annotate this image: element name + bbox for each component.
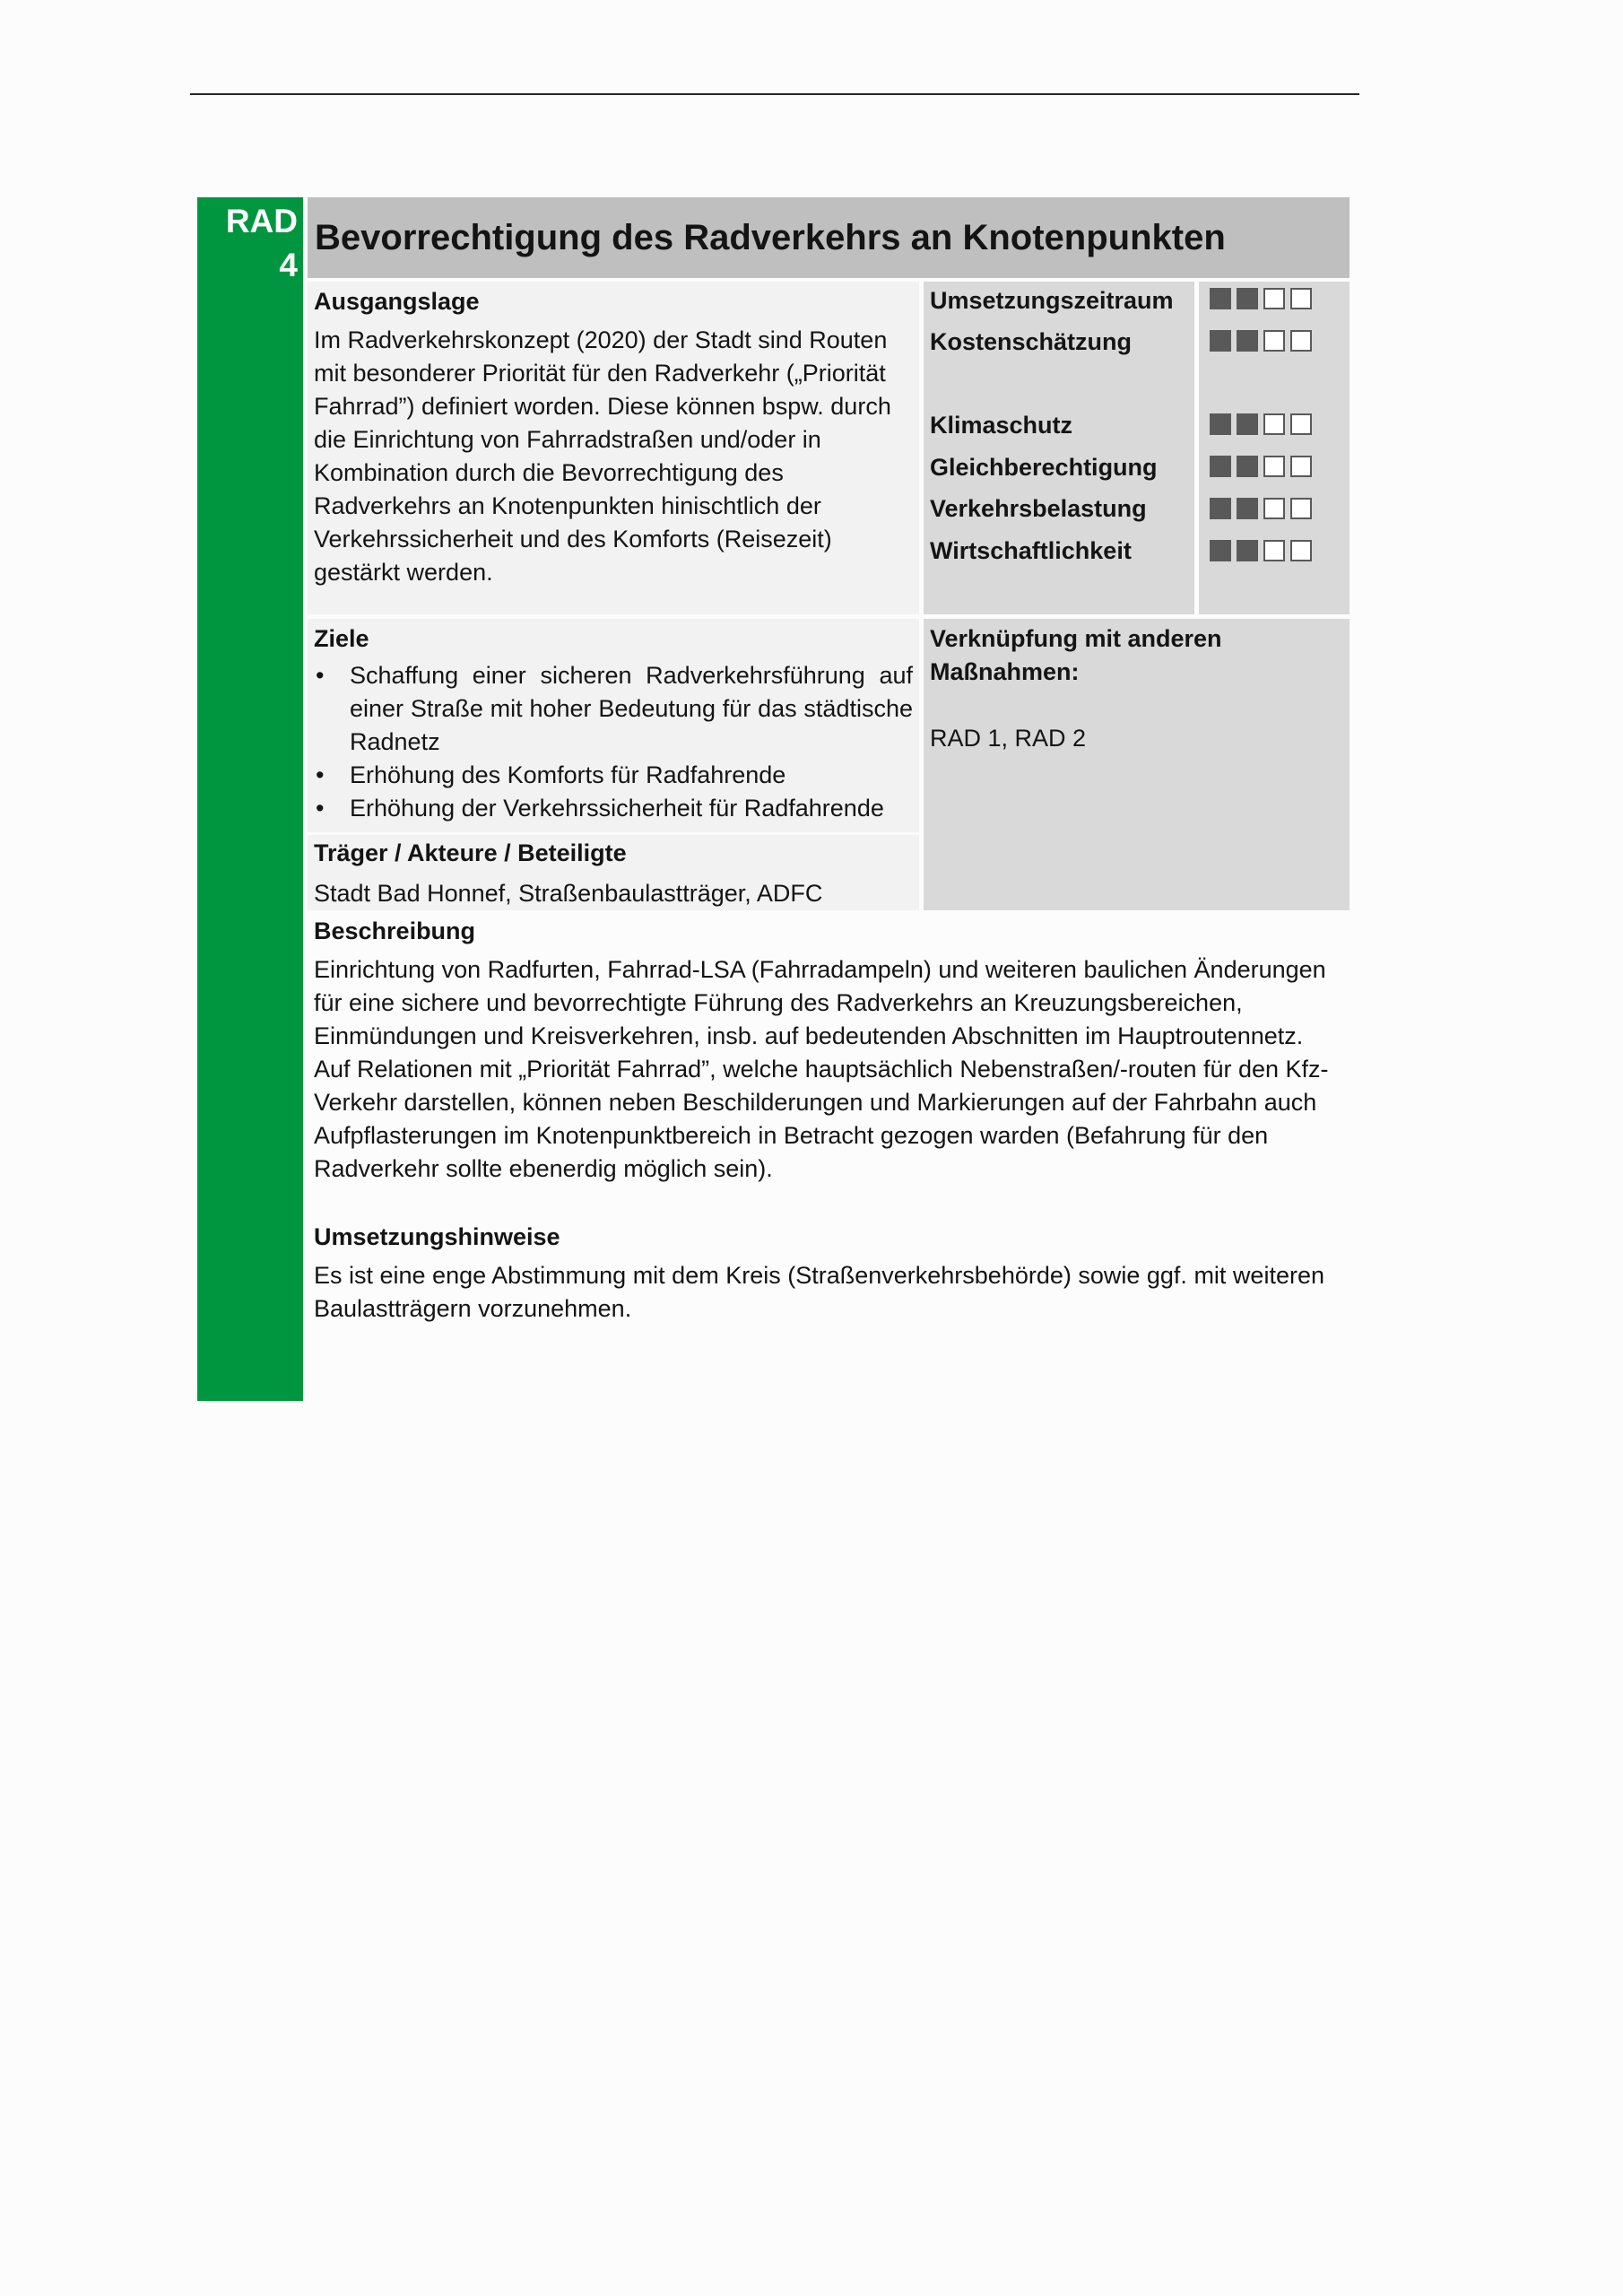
title-bar [308, 197, 1350, 278]
ziele-heading: Ziele [314, 625, 369, 652]
measure-code-number: 4 [279, 247, 298, 283]
filled-square-icon [1237, 413, 1258, 435]
verknuepfung-heading: Verknüpfung mit anderen Maßnahmen: [930, 625, 1222, 685]
header-rule [190, 93, 1359, 95]
empty-square-icon [1290, 540, 1312, 561]
umsetzung-text: Es ist eine enge Abstimmung mit dem Kreis (Straßenverkehrsbehörde) sowie ggf. mit weiteren Baulastträgern vorzunehmen. [314, 1262, 1324, 1322]
empty-square-icon [1263, 456, 1285, 477]
traeger-section [308, 835, 919, 910]
filled-square-icon [1237, 456, 1258, 477]
filled-square-icon [1237, 288, 1258, 309]
filled-square-icon [1237, 330, 1258, 352]
rating-label: Wirtschaftlichkeit [930, 537, 1132, 564]
ausgangslage-section [308, 282, 919, 614]
empty-square-icon [1290, 330, 1312, 352]
measure-side-bar [197, 197, 303, 1401]
ratings-scale [1199, 282, 1350, 614]
traeger-text: Stadt Bad Honnef, Straßenbaulastträger, ADFC [314, 880, 823, 907]
ausgangslage-text: Im Radverkehrskonzept (2020) der Stadt sind Routen mit besonderer Priorität für den Radverkehr („Priorität Fahrrad”) definiert worden. Diese können bspw. durch die Einrichtung von Fahrradstraßen und/oder in Kombination durch die Bevorrechtigung des Radverkehrs an Knotenpunkten hinischtlich der Verkehrssicherheit und des Komforts (Reisezeit) gestärkt werden. [314, 326, 891, 586]
rating-squares [1210, 540, 1312, 561]
empty-square-icon [1290, 498, 1312, 519]
list-item: • Erhöhung der Verkehrssicherheit für Radfahrende [350, 792, 913, 825]
umsetzung-heading: Umsetzungshinweise [314, 1223, 560, 1250]
rating-label: Verkehrsbelastung [930, 495, 1147, 522]
verknuepfung-text: RAD 1, RAD 2 [930, 725, 1087, 752]
beschreibung-heading: Beschreibung [314, 918, 476, 944]
empty-square-icon [1290, 413, 1312, 435]
beschreibung-text-1: Einrichtung von Radfurten, Fahrrad-LSA (Fahrradampeln) und weiteren baulichen Änderungen für eine sichere und bevorrechtigte Führung des Radverkehrs an Kreuzungsbereichen, Einmündungen und Kreisverkehren, insb. auf bedeutenden Abschnitten im Hauptroutennetz. [314, 956, 1326, 1049]
filled-square-icon [1210, 540, 1231, 561]
empty-square-icon [1263, 413, 1285, 435]
description-section [308, 913, 1350, 1326]
filled-square-icon [1210, 498, 1231, 519]
rating-squares [1210, 413, 1312, 435]
filled-square-icon [1210, 288, 1231, 309]
rating-label: Gleichberechtigung [930, 454, 1158, 481]
rating-squares [1210, 288, 1312, 309]
rating-squares [1210, 456, 1312, 477]
verknuepfung-section [924, 619, 1350, 910]
ziele-list [314, 659, 913, 825]
measure-code [197, 199, 298, 287]
empty-square-icon [1263, 288, 1285, 309]
list-item: • Erhöhung des Komforts für Radfahrende [350, 759, 913, 792]
empty-square-icon [1290, 456, 1312, 477]
rating-label: Kostenschätzung [930, 328, 1133, 355]
beschreibung-text-2: Auf Relationen mit „Priorität Fahrrad”, welche hauptsächlich Nebenstraßen/-routen für den Kfz-Verkehr darstellen, können neben Beschilderungen und Markierungen auf der Fahrbahn auch Aufpflasterungen im Knotenpunktbereich in Betracht gezogen warden (Befahrung für den Radverkehr sollte ebenerdig möglich sein). [314, 1056, 1329, 1182]
filled-square-icon [1210, 330, 1231, 352]
rating-label: Umsetzungszeitraum [930, 287, 1174, 314]
traeger-heading: Träger / Akteure / Beteiligte [314, 839, 627, 866]
empty-square-icon [1290, 288, 1312, 309]
empty-square-icon [1263, 540, 1285, 561]
empty-square-icon [1263, 330, 1285, 352]
filled-square-icon [1237, 498, 1258, 519]
measure-code-prefix: RAD [225, 203, 298, 239]
filled-square-icon [1210, 456, 1231, 477]
rating-label: Klimaschutz [930, 412, 1073, 439]
filled-square-icon [1237, 540, 1258, 561]
filled-square-icon [1210, 413, 1231, 435]
ratings-labels [924, 282, 1194, 614]
rating-squares [1210, 498, 1312, 519]
empty-square-icon [1263, 498, 1285, 519]
measure-title: Bevorrechtigung des Radverkehrs an Knotenpunkten [315, 217, 1226, 257]
ziele-section [308, 619, 919, 832]
list-item: • Schaffung einer sicheren Radverkehrsführung auf einer Straße mit hoher Bedeutung für das städtische Radnetz [350, 659, 913, 759]
ausgangslage-heading: Ausgangslage [314, 288, 480, 315]
rating-squares [1210, 330, 1312, 352]
